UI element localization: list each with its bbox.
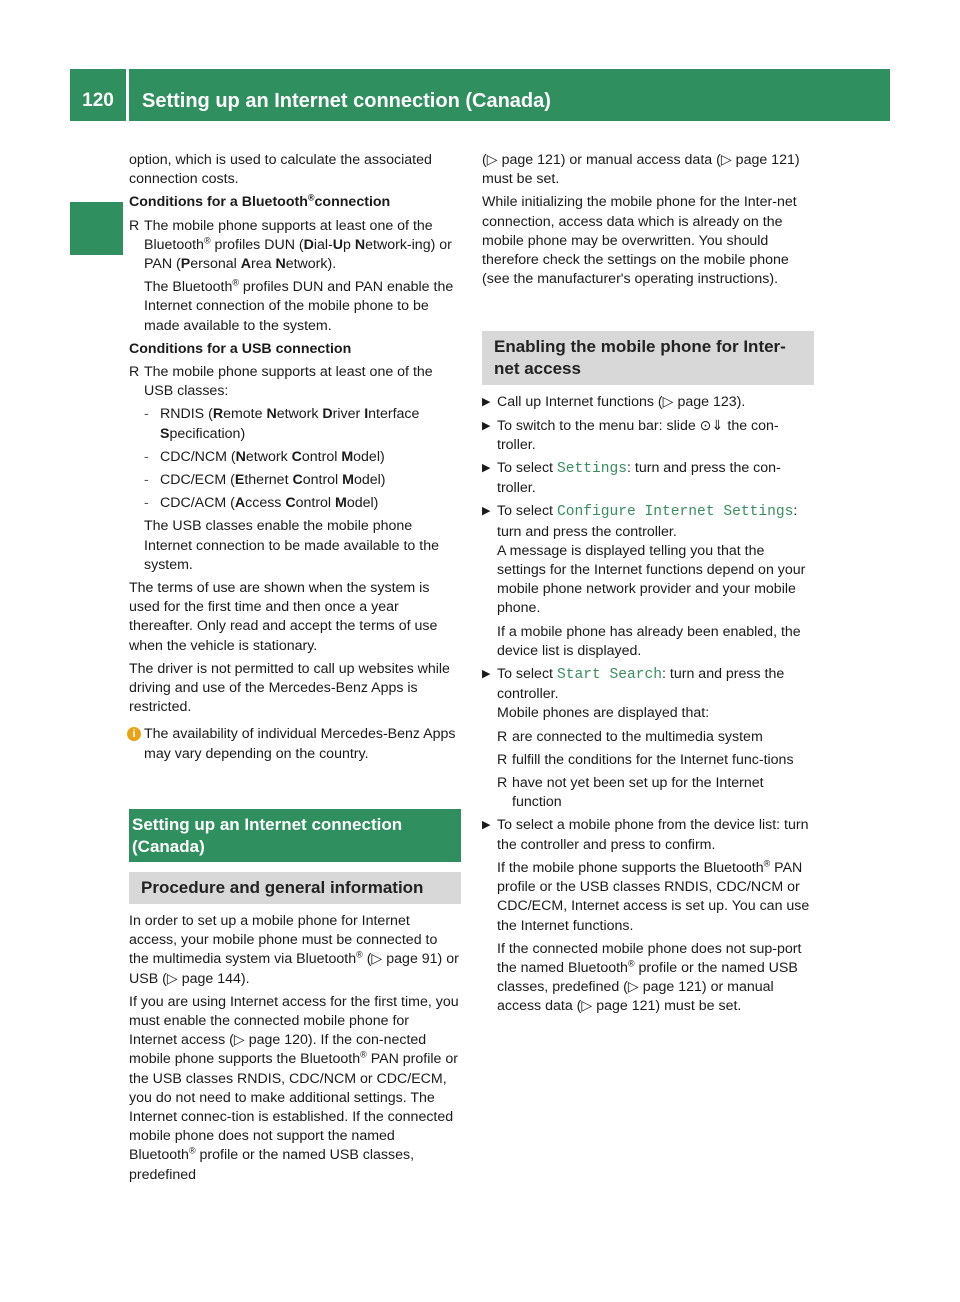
note-text: The Bluetooth® profiles DUN and PAN enable the Internet connection of the mobile phone to be made available to the system. <box>144 277 454 334</box>
dash-icon: - <box>144 472 149 489</box>
page-header <box>70 69 890 121</box>
usb-class-item: - RNDIS (Remote Network Driver Interface Specification) <box>144 406 420 442</box>
note-text: If the mobile phone supports the Bluetooth® PAN profile or the USB classes RNDIS, CDC/NCM or CDC/ECM, Internet access is set up. You can use the Internet functions. <box>497 858 810 934</box>
left-column <box>129 151 461 1189</box>
subheading-bluetooth: Conditions for a Bluetooth®connection <box>129 192 391 211</box>
menu-item-start-search: Start Search <box>556 667 663 684</box>
list-item: R are connected to the multimedia system <box>482 728 814 747</box>
menu-item-settings: Settings <box>556 461 627 478</box>
bullet-icon: R <box>497 775 508 792</box>
step-item: ▶ To select Settings: turn and press the con-troller. <box>482 460 781 497</box>
paragraph: In order to set up a mobile phone for Internet access, your mobile phone must be connected to the multimedia system via Bluetooth® (▷ page 91) or USB (▷ page 144). <box>129 912 459 987</box>
page-title: Setting up an Internet connection (Canada) <box>142 90 551 112</box>
step-arrow-icon: ▶ <box>482 396 491 409</box>
info-note: i The availability of individual Mercedes-Benz Apps may vary depending on the country. <box>129 725 461 763</box>
dash-icon: - <box>144 495 149 512</box>
list-item: R The mobile phone supports at least one of the USB classes: <box>129 364 433 400</box>
paragraph: (▷ page 121) or manual access data (▷ page 121) must be set. <box>482 152 800 188</box>
step-arrow-icon: ▶ <box>482 419 491 432</box>
subsection-heading: Procedure and general information <box>129 872 461 904</box>
menu-item-configure-internet-settings: Configure Internet Settings <box>556 504 794 521</box>
bullet-icon: R <box>129 364 140 381</box>
step-item: ▶ Call up Internet functions (▷ page 123). <box>482 393 814 412</box>
page-number: 120 <box>82 90 114 111</box>
note-text: The USB classes enable the mobile phone Internet connection to be made available to the system. <box>144 518 439 573</box>
step-item: ▶ To select a mobile phone from the device list: turn the controller and press to confirm. <box>482 817 809 853</box>
bullet-icon: R <box>497 751 508 768</box>
usb-class-item: - CDC/NCM (Network Control Model) <box>129 448 461 467</box>
step-arrow-icon: ▶ <box>482 462 491 475</box>
dash-icon: - <box>144 406 149 423</box>
dash-icon: - <box>144 448 149 465</box>
paragraph: If you are using Internet access for the first time, you must enable the connected mobile phone for Internet access (▷ page 120). If the con-nected mobile phone supports the Bluetooth® PAN profile or the USB classes RNDIS, CDC/NCM or CDC/ECM, you do not need to make additional settings. The Internet connec-tion is established. If the connected mobile phone does not support the named Bluetooth® profile or the named USB classes, predefined <box>129 993 459 1183</box>
paragraph: While initializing the mobile phone for the Inter-net connection, access data which is already on the mobile phone may be overwritten. You should therefore check the settings on the mobile phone (see the manufacturer's operating instructions). <box>482 194 797 288</box>
usb-class-item: - CDC/ECM (Ethernet Control Model) <box>129 471 461 490</box>
bullet-icon: R <box>497 728 508 745</box>
step-arrow-icon: ▶ <box>482 668 491 681</box>
section-heading: Setting up an Internet connection (Canada) <box>129 809 461 862</box>
right-column <box>482 151 814 1021</box>
list-item: R have not yet been set up for the Internet function <box>497 775 764 811</box>
subsection-heading: Enabling the mobile phone for Inter-net access <box>482 331 814 385</box>
paragraph: option, which is used to calculate the associated connection costs. <box>129 152 432 188</box>
paragraph: The terms of use are shown when the system is used for the first time and then once a year thereafter. Only read and accept the terms of use when the vehicle is stationary. <box>129 580 438 654</box>
usb-class-item: - CDC/ACM (Access Control Model) <box>129 494 461 513</box>
step-arrow-icon: ▶ <box>482 505 491 518</box>
list-item: R The mobile phone supports at least one of the Bluetooth® profiles DUN (Dial-Up Network-ing) or PAN (Personal Area Network). <box>129 217 452 273</box>
info-icon: i <box>127 727 141 741</box>
chapter-tab <box>70 202 123 255</box>
header-divider <box>126 69 129 121</box>
subheading-usb: Conditions for a USB connection <box>129 340 352 357</box>
step-item: ▶ To select Configure Internet Settings: turn and press the controller. A message is displayed telling you that the settings for the Internet functions depend on your mobile phone network provider and your mobile phone. <box>482 503 806 617</box>
note-text: If the connected mobile phone does not sup-port the named Bluetooth® profile or the named USB classes, predefined (▷ page 121) or manual access data (▷ page 121) must be set. <box>497 940 802 1015</box>
step-item: ▶ To select Start Search: turn and press the controller. Mobile phones are displayed that: <box>482 666 785 722</box>
list-item: R fulfill the conditions for the Internet func-tions <box>482 751 814 770</box>
bullet-icon: R <box>129 217 140 234</box>
paragraph: The driver is not permitted to call up websites while driving and use of the Mercedes-Benz Apps is restricted. <box>129 660 450 716</box>
step-item: ▶ To switch to the menu bar: slide ⊙⇓ the con-troller. <box>482 417 779 453</box>
controller-slide-icon: ⊙⇓ <box>699 417 724 434</box>
note-text: If a mobile phone has already been enabled, the device list is displayed. <box>497 623 801 659</box>
step-arrow-icon: ▶ <box>482 819 491 832</box>
